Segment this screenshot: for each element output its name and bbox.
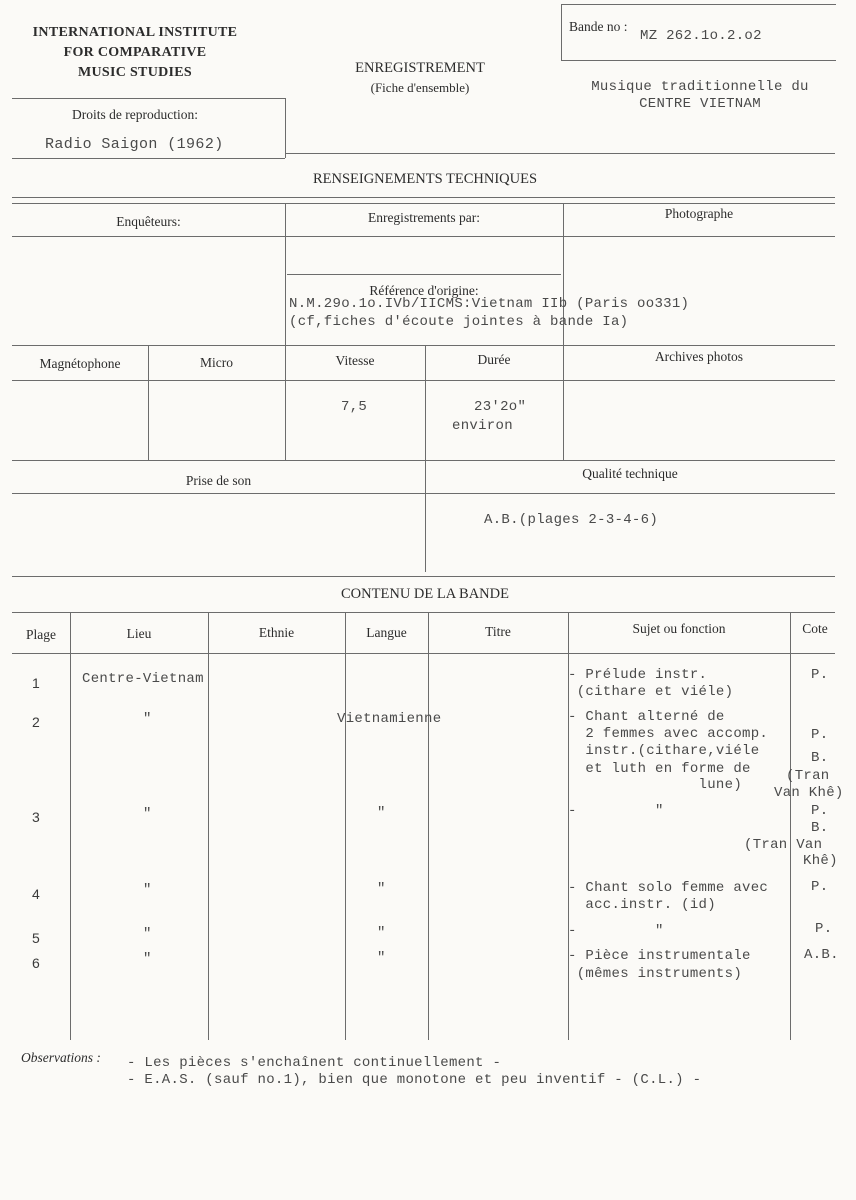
sujet-line: - Pièce instrumentale [568,948,751,964]
magnetophone-label: Magnétophone [39,356,121,371]
lieu-cell: " [143,951,152,967]
rule [12,197,835,198]
archives-label: Archives photos [654,349,744,364]
lieu-cell: " [143,711,152,727]
rule [12,236,835,237]
langue-cell: " [377,925,386,941]
sujet-line: - Chant alterné de [568,709,725,725]
sujet-line: - " [568,923,664,939]
rule [790,612,791,1040]
tape-title [566,79,834,113]
cote-cell: P. [811,727,829,743]
tape-title-line: Musique traditionnelle du [591,79,809,95]
col-header-langue: Langue [366,625,407,640]
plage-number: 3 [32,809,40,825]
plage-number: 2 [32,714,40,730]
sujet-line: - Prélude instr. [568,667,708,683]
rule [208,612,209,1040]
duree-label: Durée [477,352,511,367]
rule [12,380,835,381]
droits-value: Radio Saigon (1962) [45,136,224,153]
lieu-cell: Centre-Vietnam [82,671,204,687]
rule [12,203,835,204]
sujet-line: instr.(cithare,viéle [568,743,760,759]
rule [12,158,285,159]
sujet-line: 2 femmes avec accomp. [568,726,769,742]
lieu-cell: " [143,926,152,942]
cote-cell: B. [811,820,829,836]
col-header-lieu: Lieu [126,626,152,641]
col-header-ethnie: Ethnie [258,625,295,640]
rule [561,4,836,5]
rule [70,612,71,1040]
form-title: ENREGISTREMENT [355,60,485,76]
langue-cell: Vietnamienne [337,711,442,727]
duree-value: 23'2o" [474,399,527,415]
cote-cell: P. [811,667,829,683]
institute-name [5,23,265,83]
plage-number: 6 [32,955,40,971]
micro-label: Micro [200,355,233,370]
rule [12,493,835,494]
section-title-contenu: CONTENU DE LA BANDE [341,586,509,602]
cote-cell: (Tran [786,768,830,784]
enqueteurs-label: Enquêteurs: [116,214,181,229]
sujet-line: et luth en forme de [568,761,751,777]
sujet-line: (cithare et viéle) [568,684,734,700]
col-header-cote: Cote [802,621,828,636]
col-header-titre: Titre [485,624,511,639]
rule [285,98,286,158]
rule [428,612,429,1040]
cote-cell: B. [811,750,829,766]
cote-cell: P. [811,803,829,819]
rule [287,274,561,275]
rule [12,653,835,654]
sujet-line: (mêmes instruments) [568,966,743,982]
col-header-plage: Plage [26,627,56,642]
qualite-label: Qualité technique [582,466,678,481]
droits-label: Droits de reproduction: [72,107,198,122]
rule [12,345,835,346]
cote-cell: P. [811,879,829,895]
photographe-label: Photographe [664,206,734,221]
vitesse-value: 7,5 [341,399,368,415]
plage-number: 4 [32,886,40,902]
qualite-value: A.B.(plages 2-3-4-6) [484,512,659,528]
institute-line: MUSIC STUDIES [78,65,192,80]
cote-cell: P. [815,921,833,937]
bande-value: MZ 262.1o.2.o2 [640,28,762,44]
bande-label: Bande no : [569,19,628,34]
reference-line: (cf,fiches d'écoute jointes à bande Ia) [289,314,629,330]
form-subtitle: (Fiche d'ensemble) [370,80,470,95]
lieu-cell: " [143,882,152,898]
tape-title-line: CENTRE VIETNAM [639,96,761,112]
langue-cell: " [377,881,386,897]
lieu-cell: " [143,806,152,822]
prise-label: Prise de son [185,473,252,488]
sujet-line: acc.instr. (id) [568,897,716,913]
section-title-technique: RENSEIGNEMENTS TECHNIQUES [312,171,538,187]
duree-value: environ [452,418,513,434]
reference-label: Référence d'origine: [369,283,479,298]
enregistrements-label: Enregistrements par: [367,210,481,225]
rule [345,612,346,1040]
rule [12,612,835,613]
rule [12,576,835,577]
plage-number: 1 [32,675,40,691]
reference-line: N.M.29o.1o.IVb/IICMS:Vietnam IIb (Paris oo331) [289,296,690,312]
col-header-sujet: Sujet ou fonction [632,621,726,636]
rule [285,153,835,154]
rule [561,60,836,61]
vitesse-label: Vitesse [335,353,375,368]
langue-cell: " [377,805,386,821]
observation-line: - Les pièces s'enchaînent continuellement - [127,1055,502,1071]
observation-line: - E.A.S. (sauf no.1), bien que monotone et peu inventif - (C.L.) - [127,1072,702,1088]
langue-cell: " [377,950,386,966]
cote-cell: Van Khê) [774,785,844,801]
cote-cell: Khê) [803,853,838,869]
observations-label: Observations : [21,1050,101,1065]
rule [561,4,562,60]
institute-line: FOR COMPARATIVE [63,45,207,60]
cote-cell: A.B. [804,947,839,963]
sujet-line: - " [568,803,664,819]
rule [12,98,285,99]
institute-line: INTERNATIONAL INSTITUTE [32,25,238,40]
cote-cell: (Tran Van [744,837,823,853]
sujet-line: lune) [568,777,743,793]
rule [12,460,835,461]
sujet-line: - Chant solo femme avec [568,880,769,896]
plage-number: 5 [32,930,40,946]
